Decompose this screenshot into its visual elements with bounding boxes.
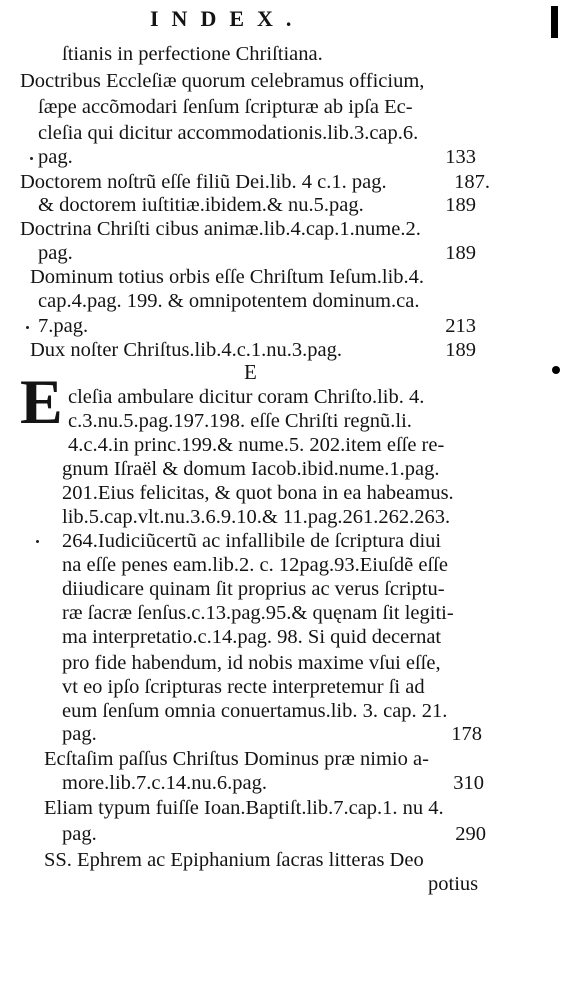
section-letter: E <box>244 360 257 384</box>
line-text: Doctorem noſtrũ eſſe filiũ Dei.lib. 4 c.1. pag. <box>20 171 387 193</box>
index-line <box>62 722 482 746</box>
index-line <box>62 771 484 795</box>
index-line <box>38 193 476 217</box>
index-line <box>62 457 482 481</box>
index-line <box>68 385 482 409</box>
index-line <box>38 314 476 338</box>
index-line <box>62 505 482 529</box>
line-text: Ecſtaſim paſſus Chriſtus Dominus præ nimio a- <box>44 748 429 770</box>
line-text: pag. <box>62 823 97 845</box>
index-line <box>428 872 488 896</box>
page-number: 189 <box>445 339 476 361</box>
index-line <box>62 675 482 699</box>
index-line <box>68 409 480 433</box>
index-line <box>62 553 482 577</box>
index-line <box>62 822 486 846</box>
page-number: 290 <box>455 823 486 845</box>
index-line <box>20 69 484 93</box>
line-text: & doctorem iuſtitiæ.ibidem.& nu.5.pag. <box>38 194 364 216</box>
running-header: INDEX. <box>150 6 305 31</box>
index-line <box>38 145 476 169</box>
index-line <box>38 95 484 119</box>
ink-speck <box>36 540 39 543</box>
index-line <box>20 217 482 241</box>
line-text: cap.4.pag. 199. & omnipotentem dominum.ca. <box>38 290 420 312</box>
line-text: 201.Eius felicitas, & quot bona in ea habeamus. <box>62 482 454 504</box>
page-number: 189 <box>445 242 476 264</box>
index-line <box>38 241 476 265</box>
line-text: Dux noſter Chriſtus.lib.4.c.1.nu.3.pag. <box>30 339 343 361</box>
line-text: ſtianis in perfectione Chriſtiana. <box>62 43 323 65</box>
line-text: pag. <box>38 146 73 168</box>
index-line <box>38 289 482 313</box>
index-line <box>62 601 482 625</box>
line-text: SS. Ephrem ac Epiphanium ſacras litteras Deo <box>44 849 424 871</box>
index-line <box>30 338 476 362</box>
line-text: c.3.nu.5.pag.197.198. eſſe Chriſti regnũ.li. <box>68 410 412 432</box>
ink-speck <box>26 326 29 329</box>
line-text: ſæpe accõmodari ſenſum ſcripturæ ab ipſa Ec- <box>38 96 413 118</box>
index-line <box>62 481 482 505</box>
page-number: 178 <box>451 723 482 745</box>
line-text: more.lib.7.c.14.nu.6.pag. <box>62 772 267 794</box>
line-text: pag. <box>62 723 97 745</box>
index-line <box>20 170 490 194</box>
line-text: gnum Iſraël & domum Iacob.ibid.nume.1.pag. <box>62 458 440 480</box>
index-line <box>68 433 482 457</box>
line-text: ma interpretatio.c.14.pag. 98. Si quid decernat <box>62 626 442 648</box>
page-number: 213 <box>445 315 476 337</box>
page-edge-mark <box>551 6 558 38</box>
line-text: Doctribus Eccleſiæ quorum celebramus officium, <box>20 70 425 92</box>
index-line <box>62 577 482 601</box>
index-line <box>44 848 486 872</box>
line-text: pag. <box>38 242 73 264</box>
page-number: 187. <box>454 171 490 193</box>
index-line <box>62 529 482 553</box>
line-text: cleſia ambulare dicitur coram Chriſto.lib. 4. <box>68 386 425 408</box>
ink-speck <box>30 157 33 160</box>
line-text: Dominum totius orbis eſſe Chriſtum Ieſum.lib.4. <box>30 266 425 288</box>
index-line <box>38 121 484 145</box>
index-line <box>62 42 484 66</box>
index-line <box>62 699 482 723</box>
line-text: pro fide habendum, id nobis maxime vſui eſſe, <box>62 652 441 674</box>
page-number: 133 <box>445 146 476 168</box>
line-text: potius <box>428 873 479 895</box>
line-text: 4.c.4.in princ.199.& nume.5. 202.item eſſe re- <box>68 434 445 456</box>
line-text: lib.5.cap.vlt.nu.3.6.9.10.& 11.pag.261.262.263. <box>62 506 451 528</box>
drop-cap-e: E <box>20 366 63 437</box>
line-text: diiudicare quinam ſit proprius ac verus ſcriptu- <box>62 578 445 600</box>
ink-dot <box>552 366 560 374</box>
index-line <box>62 651 482 675</box>
index-line <box>44 796 486 820</box>
index-line <box>30 265 482 289</box>
line-text: Eliam typum fuiſſe Ioan.Baptiſt.lib.7.cap.1. nu 4. <box>44 797 444 819</box>
line-text: Doctrina Chriſti cibus animæ.lib.4.cap.1.nume.2. <box>20 218 421 240</box>
index-line <box>44 747 486 771</box>
line-text: 7.pag. <box>38 315 89 337</box>
line-text: na eſſe penes eam.lib.2. c. 12pag.93.Eiuſdẽ eſſe <box>62 554 448 576</box>
line-text: eum ſenſum omnia conuertamus.lib. 3. cap. 21. <box>62 700 448 722</box>
page-number: 189 <box>445 194 476 216</box>
line-text: cleſia qui dicitur accommodationis.lib.3.cap.6. <box>38 122 419 144</box>
line-text: vt eo ipſo ſcripturas recte interpretemur ſi ad <box>62 676 425 698</box>
line-text: ræ ſacræ ſenſus.c.13.pag.95.& quęnam ſit legiti- <box>62 602 454 624</box>
page-number: 310 <box>453 772 484 794</box>
line-text: 264.Iudiciũcertũ ac infallibile de ſcriptura diui <box>62 530 442 552</box>
index-line <box>62 625 482 649</box>
